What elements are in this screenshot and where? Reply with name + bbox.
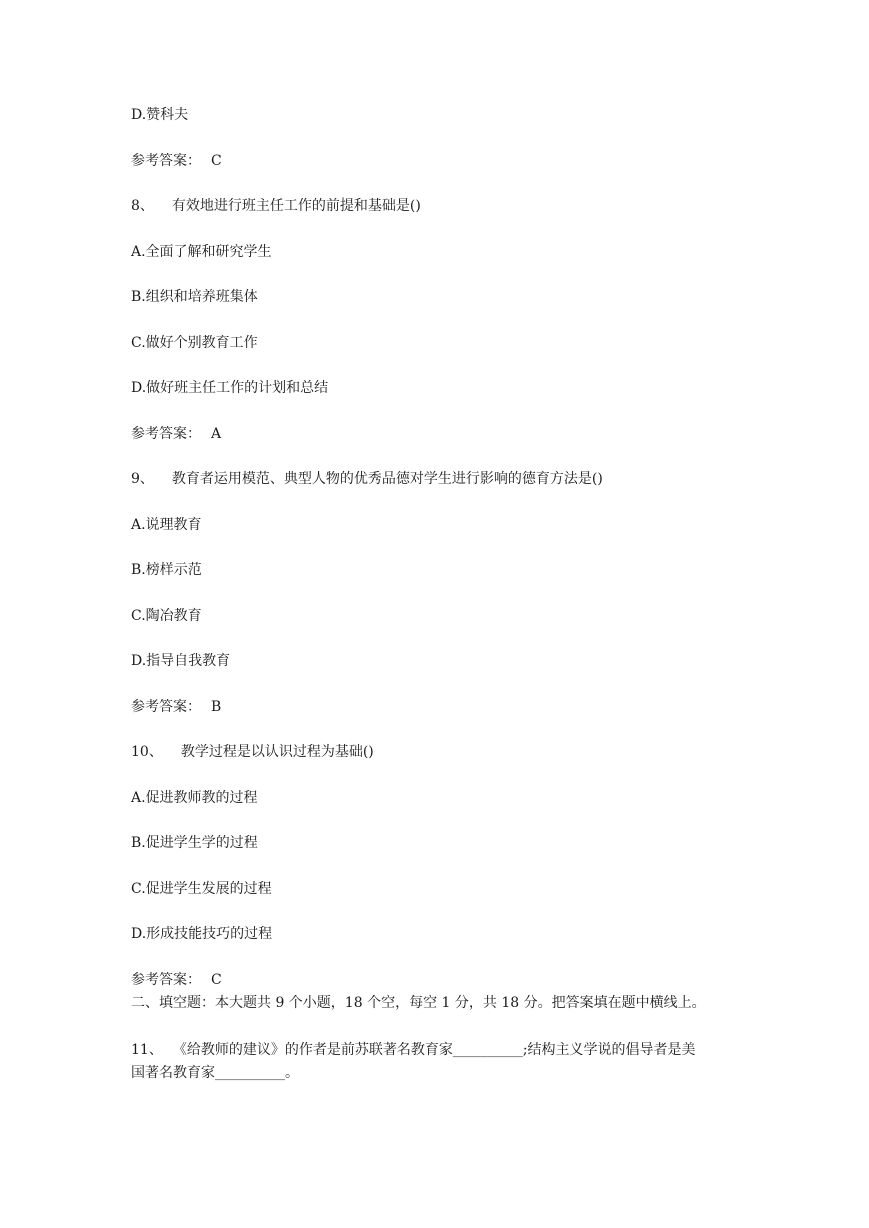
question-text: 教育者运用模范、典型人物的优秀品德对学生进行影响的德育方法是() [171, 471, 603, 487]
question-number: 11、 [131, 1042, 163, 1058]
answer-value: B [211, 699, 222, 715]
answer-label: 参考答案： [131, 699, 201, 715]
answer-value: C [211, 153, 222, 169]
question-8-stem [131, 196, 421, 216]
option-10-d: D.形成技能技巧的过程 [131, 926, 273, 942]
option-8-c: C.做好个别教育工作 [131, 335, 258, 351]
answer-value: A [211, 426, 222, 442]
answer-label: 参考答案： [131, 426, 201, 442]
answer-10 [131, 970, 222, 990]
option-10-c: C.促进学生发展的过程 [131, 881, 272, 897]
answer-7 [131, 151, 222, 171]
question-10-stem [131, 742, 374, 762]
option-7-d: D.赞科夫 [131, 107, 189, 123]
answer-value: C [211, 972, 222, 988]
option-9-d: D.指导自我教育 [131, 653, 231, 669]
question-number: 8、 [131, 198, 154, 214]
question-text: 教学过程是以认识过程为基础() [180, 744, 374, 760]
question-11-stem [131, 1040, 696, 1060]
option-10-a: A.促进教师教的过程 [131, 790, 258, 806]
question-text: 《给教师的建议》的作者是前苏联著名教育家__________;结构主义学说的倡导者是美 [172, 1042, 696, 1058]
option-9-a: A.说理教育 [131, 517, 202, 533]
question-number: 10、 [131, 744, 163, 760]
section-heading: 二、填空题：本大题共 9 个小题，18 个空，每空 1 分，共 18 分。把答案填在题中横线上。 [131, 995, 706, 1011]
question-text: 有效地进行班主任工作的前提和基础是() [171, 198, 421, 214]
question-9-stem [131, 469, 603, 489]
answer-8 [131, 424, 221, 444]
option-8-a: A.全面了解和研究学生 [131, 244, 272, 260]
option-9-c: C.陶冶教育 [131, 608, 202, 624]
question-number: 9、 [131, 471, 154, 487]
answer-label: 参考答案： [131, 153, 201, 169]
option-10-b: B.促进学生学的过程 [131, 835, 258, 851]
answer-9 [131, 697, 221, 717]
option-8-d: D.做好班主任工作的计划和总结 [131, 380, 329, 396]
option-9-b: B.榜样示范 [131, 562, 202, 578]
question-11-continuation: 国著名教育家__________。 [131, 1065, 299, 1081]
option-8-b: B.组织和培养班集体 [131, 289, 258, 305]
answer-label: 参考答案： [131, 972, 201, 988]
